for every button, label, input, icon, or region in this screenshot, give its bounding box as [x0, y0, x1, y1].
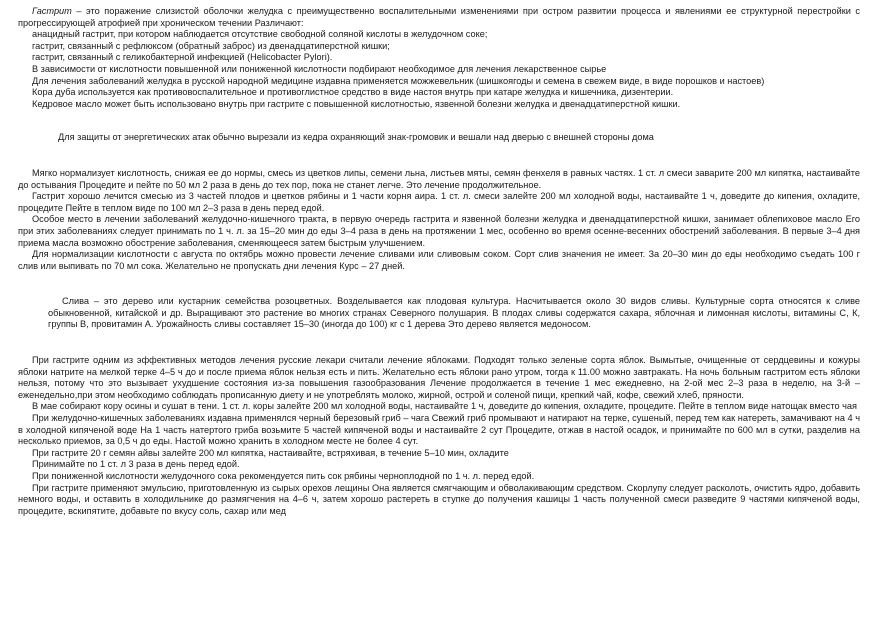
paragraph-aspen: В мае собирают кору осины и сушат в тени. 1 ст. л. коры залейте 200 мл холодной воды, настаивайте 1 ч, доведите до кипения, охладите, процедите. Пейте в теплом виде натощак вместо чая: [32, 401, 857, 412]
paragraph-juniper: Для лечения заболеваний желудка в русской народной медицине издавна применяется можжевельник (шишкоягоды и семена в свежем виде, в виде порошков и настоев): [32, 75, 765, 86]
type-item-1: анацидный гастрит, при котором наблюдается отсутствие свободной соляной кислоты в желудочном соке;: [32, 29, 488, 40]
paragraph-herbal-mix: Мягко нормализует кислотность, снижая ее до нормы, смесь из цветков липы, семени льна, листьев мяты, семян фенхеля в равных частях. 1 ст. л смеси заварите 200 мл кипятка, настаивайте до остывания Процедите и пейте по 50 мл 2 раза в день до тех пор, пока не станет легче. Это лечение продолжительное.: [18, 167, 860, 190]
paragraph-hazelnut: При гастрите применяют эмульсию, приготовленную из сырых орехов лещины Она является смягчающим и обволакивающим средством. Скорлупу следует расколоть, очистить ядро, добавить немного воды, и оставить в холодильнике до размягчения на 4–6 ч, затем хорошо растереть в ступке до получения кашицы 1 часть полученной смеси разведите 9 частями кипяченой воды, процедите, вскипятите, добавьте по вкусу соль, сахар или мед: [18, 482, 860, 516]
paragraph-dosage: Принимайте по 1 ст. л 3 раза в день перед едой.: [32, 459, 240, 470]
type-item-3: гастрит, связанный с геликобактерной инфекцией (Helicobacter Pylori).: [32, 52, 333, 63]
paragraph-chaga: При желудочно-кишечных заболеваниях издавна применялся черный березовый гриб – чага Свежий гриб промывают и натирают на терке, сушеный, перед тем как натереть, замачивают на 4 ч в холодной кипяченой воде На 1 часть натертого гриба возьмите 5 частей кипяченой воды и настаивайте 2 сут Процедите, отжав в настой осадок, и принимайте по 600 мл в сутки, разделив на несколько приемов, за 0,5 ч до еды. Настой можно хранить в холодном месте не более 4 сут.: [18, 413, 860, 447]
intro-text: – это поражение слизистой оболочки желудка с преимущественно воспалительными изменениями при остром развитии процесса и явлениями ее структурной перестройки с прогрессирующей атрофией при хроническом течении Различают:: [18, 6, 860, 28]
term-gastritis: Гастрит: [32, 6, 72, 16]
paragraph-rowan: Гастрит хорошо лечится смесью из 3 частей плодов и цветков рябины и 1 части корня аира. 1 ст. л. смеси залейте 200 мл холодной воды, настаивайте 1 ч, доведите до кипения, охладите, процедите Пейте в теплом виде по 100 мл 2–3 раза в день перед едой.: [18, 191, 860, 213]
paragraph-chokeberry: При пониженной кислотности желудочного сока рекомендуется пить сок рябины черноплодной по 1 ч. л. перед едой.: [32, 471, 535, 481]
note-amulet: Для защиты от энергетических атак обычно вырезали из кедра охраняющий знак-громовик и вешали над дверью с внешней стороны дома: [58, 132, 654, 143]
paragraph-plums-treatment: Для нормализации кислотности с августа по октябрь можно провести лечение сливами или сливовым соком. Сорт слив значения не имеет. За 20–30 мин до еды необходимо съедать 100 г слив или выпивать по 70 мл сока. Желательно не пропускать дни лечения Курс – 27 дней.: [18, 249, 860, 271]
paragraph-cedar-oil: Кедровое масло может быть использовано внутрь при гастрите с повышенной кислотностью, язвенной болезни желудка и двенадцатиперстной кишки.: [32, 98, 681, 109]
paragraph-oak-bark: Кора дуба используется как противовоспалительное и противоглистное средство в виде настоя внутрь при катаре желудка и кишечника, дизентерии.: [32, 87, 674, 98]
intro-paragraph: [18, 6, 860, 29]
paragraph-acidity: В зависимости от кислотности повышенной или пониженной кислотности подбирают необходимое для лечения лекарственное сырье: [32, 63, 607, 74]
paragraph-apples: При гастрите одним из эффективных методов лечения русские лекари считали лечение яблоками. Подходят только зеленые сорта яблок. Вымытые, очищенные от сердцевины и кожуры яблоки натрите на мелкой терке 4–5 ч до и после приема яблок нельзя есть и пить. Желательно есть яблоки рано утром, тогда к 11.00 можно завтракать. На ночь больным гастритом есть яблоки нельзя, потому что это вызывает ухудшение состояния из-за повышения газообразования Лечение продолжается в течение 1 мес ежедневно, на 2-ой мес 2–3 раза в неделю, на 3-й – еженедельно,при этом необходимо соблюдать прописанную диету и не употреблять молоко, жирной, острой и соленой пищи, крепкий чай, кофе, свежий хлеб, пряности.: [18, 355, 860, 400]
paragraph-quince: При гастрите 20 г семян айвы залейте 200 мл кипятка, настаивайте, встряхивая, в течение 5–10 мин, охладите: [32, 447, 509, 458]
document-page: [18, 6, 860, 517]
paragraph-sea-buckthorn: Особое место в лечении заболеваний желудочно-кишечного тракта, в первую очередь гастрита и язвенной болезни желудка и двенадцатиперстной кишки, занимает облепиховое масло Его при этих заболеваниях следует принимать по 1 ч. л. за 15–20 мин до еды 3–4 раза в день на протяжении 1 мес, особенно во время осенне-весенних обострений заболевания. В первые 3–4 дня приема масла возможно обострение заболевания, сменяющееся затем быстрым улучшением.: [18, 214, 860, 248]
note-plum: Слива – это дерево или кустарник семейства розоцветных. Возделывается как плодовая культура. Насчитывается около 30 видов сливы. Культурные сорта относятся к сливе обыкновенной, китайской и др. Выращивают это растение во многих странах Северного полушария. В плодах сливы содержатся сахара, яблочная и лимонная кислоты, витамины С, К, группы В, провитамин А. Урожайность сливы составляет 15–30 (иногда до 100) кг с 1 дерева Это дерево является медоносом.: [48, 296, 860, 330]
type-item-2: гастрит, связанный с рефлюксом (обратный заброс) из двенадцатиперстной кишки;: [32, 40, 390, 51]
